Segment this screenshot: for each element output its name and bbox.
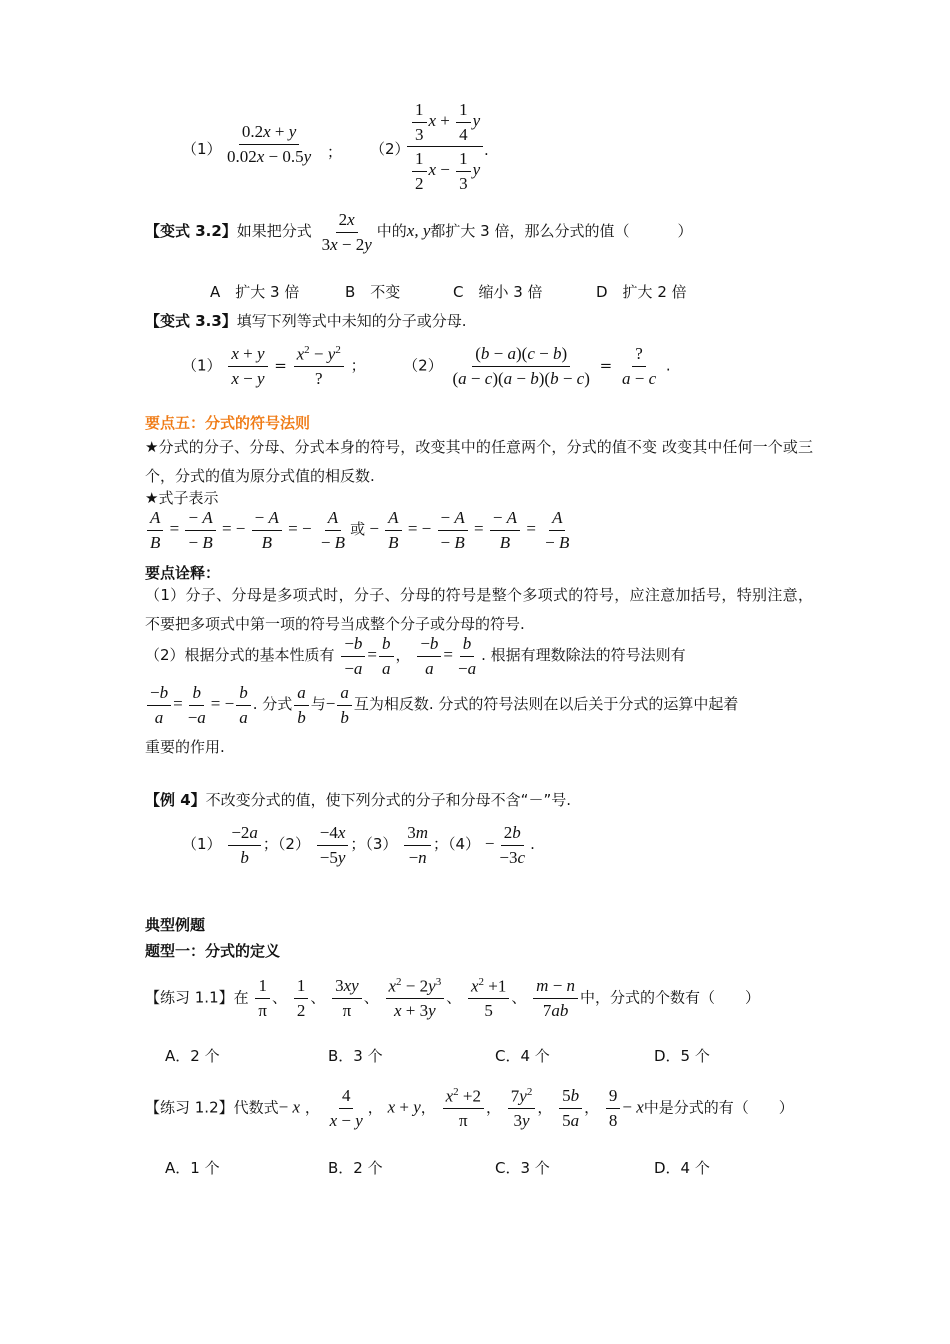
item-number: ；（4） bbox=[433, 835, 481, 854]
variant-label: 【变式 3.2】 bbox=[145, 222, 237, 241]
separator: ， bbox=[584, 1098, 600, 1117]
option-a: A．1 个 bbox=[165, 1159, 220, 1177]
question-text: 都扩大 3 倍，那么分式的值（ bbox=[430, 222, 630, 241]
question-text: 填写下列等式中未知的分子或分母. bbox=[236, 312, 467, 330]
separator: 、 bbox=[446, 988, 462, 1007]
answer-blank: ） bbox=[677, 222, 693, 241]
item-number: ；（3） bbox=[350, 835, 398, 854]
variables: x, y bbox=[406, 221, 431, 241]
question-text: 不改变分式的值，使下列分式的分子和分母不含“－”号. bbox=[205, 791, 571, 809]
separator: ； bbox=[327, 143, 343, 161]
question-text: 中，分式的个数有（ ） bbox=[580, 988, 761, 1007]
option-a: A 扩大 3 倍 bbox=[210, 283, 300, 301]
separator: ， bbox=[304, 1098, 320, 1117]
question-text: 代数式 bbox=[233, 1098, 279, 1117]
separator: 、 bbox=[272, 988, 288, 1007]
option-b: B．3 个 bbox=[328, 1047, 383, 1065]
sign-rule-formula: $\frac{A}{B}$ = $\frac{- A}{- B}$ = − $\frac{- A}{B}$ = − $\frac{A}{- B}$ 或 − $\frac{A}{B}$ = − $\frac{- A}{- B}$ = $\frac{- A}{B}$ = $\frac{A}{- B}$ bbox=[145, 508, 574, 552]
option-b: B．2 个 bbox=[328, 1159, 383, 1177]
separator: ， bbox=[420, 1098, 436, 1117]
practice-label: 【练习 1.1】 bbox=[145, 988, 234, 1007]
separator: ， bbox=[485, 1098, 501, 1117]
example-4-items: （1） $\frac{-2a}{b}$ ；（2） $\frac{-4x}{-5y}$ ；（3） $\frac{3m}{-n}$ ；（4） − $\frac{2b}{-3c}$ . bbox=[182, 823, 535, 867]
practice-label: 【练习 1.2】 bbox=[145, 1098, 234, 1117]
option-c: C．3 个 bbox=[495, 1159, 550, 1177]
separator: ， bbox=[537, 1098, 553, 1117]
variant-3-2: 【变式 3.2】如果把分式 $\frac{2x}{3x - 2y}$ 中的x, y都扩大 3 倍，那么分式的值（ ） bbox=[145, 210, 693, 254]
item-number: （2） bbox=[403, 356, 443, 375]
question-text: 中的 bbox=[376, 222, 407, 241]
item-number: （1） bbox=[182, 356, 222, 375]
period: . bbox=[530, 835, 535, 854]
practice-1-1: 【练习 1.1】在 $\frac{1}{\pi}$ 、 $\frac{1}{2}$ 、 $\frac{3xy}{\pi}$ 、 $\frac{x^2 - 2y^3}{x + 3y}$ 、 $\frac{x^2 +1}{5}$ 、 $\frac{m - n}{7ab}$ 中，分式的个数有（ ） bbox=[145, 976, 761, 1021]
question-text: 中是分式的有（ ） bbox=[643, 1098, 794, 1117]
item-number: （1） bbox=[182, 835, 222, 854]
note-text: . 分式 bbox=[252, 695, 293, 714]
note-text: ， bbox=[395, 646, 411, 665]
separator: 、 bbox=[511, 988, 527, 1007]
example-label: 【例 4】 bbox=[145, 791, 206, 809]
separator: 、 bbox=[310, 988, 326, 1007]
option-c: C．4 个 bbox=[495, 1047, 550, 1065]
option-c: C 缩小 3 倍 bbox=[453, 283, 543, 301]
option-d: D．4 个 bbox=[654, 1159, 710, 1177]
variant-label: 【变式 3.3】 bbox=[145, 312, 237, 330]
option-d: D．5 个 bbox=[654, 1047, 710, 1065]
rule-text: ★分式的分子、分母、分式本身的符号，改变其中的任意两个，分式的值不变 改变其中任何一个或三个，分式的值为原分式值的相反数. bbox=[145, 438, 813, 485]
note-2-line2: $\frac{-b}{a}$ = $\frac{b}{-a}$ = − $\frac{b}{a}$ . 分式 $\frac{a}{b}$ 与− $\frac{a}{b}$ 互为相反数. 分式的符号法则在以后关于分式的运算中起着 bbox=[145, 683, 738, 727]
example-4 bbox=[145, 789, 571, 810]
separator: ； bbox=[350, 356, 366, 375]
question-text: 在 bbox=[233, 988, 249, 1007]
note-text: . 根据有理数除法的符号法则有 bbox=[481, 646, 686, 665]
question-text: 如果把分式 bbox=[236, 222, 312, 241]
typical-title: 典型例题 bbox=[145, 916, 206, 934]
option-a: A．2 个 bbox=[165, 1047, 220, 1065]
option-b: B 不变 bbox=[345, 283, 401, 301]
type-1-title: 题型一：分式的定义 bbox=[145, 942, 281, 960]
separator: ， bbox=[367, 1098, 383, 1117]
period: . bbox=[665, 356, 671, 375]
item-number: （2） bbox=[370, 140, 410, 158]
note-2-line1: （2）根据分式的基本性质有 $\frac{-b}{-a}$ = $\frac{b}{a}$ ， $\frac{-b}{a}$ = $\frac{b}{-a}$ . 根据有理数除法的符号法则有 bbox=[145, 634, 686, 678]
note-text: （2）根据分式的基本性质有 bbox=[145, 646, 335, 665]
variant-3-3 bbox=[145, 310, 467, 331]
separator: 、 bbox=[363, 988, 379, 1007]
fraction-expression: $\frac{0.2x + y}{0.02x - 0.5y}$ bbox=[227, 122, 312, 166]
practice-1-2: 【练习 1.2】代数式− x ， $\frac{4}{x - y}$ ， x + y， $\frac{x^2 +2}{\pi}$ ， $\frac{7y^2}{3y}$ ， $\frac{5b}{5a}$ ， $\frac{9}{8}$ − x中是分式的有（ ） bbox=[145, 1086, 794, 1131]
section-title: 要点五：分式的符号法则 bbox=[145, 414, 311, 432]
compound-fraction: $\frac{1}{3}$ x + $\frac{1}{4}$ y $\frac{1}{2}$ x − $\frac{1}{3}$ y bbox=[405, 100, 485, 193]
formula-label: ★式子表示 bbox=[145, 489, 219, 507]
note-1: （1）分子、分母是多项式时，分子、分母的符号是整个多项式的符号，应注意加括号，特别注意，不要把多项式中第一项的符号当成整个分子或分母的符号. bbox=[145, 586, 813, 633]
note-title: 要点诠释： bbox=[145, 564, 221, 582]
or-text: 或 bbox=[350, 519, 366, 538]
variant-3-3-equations: （1） $\frac{x + y}{x - y}$ = $\frac{x^2 - y^2}{?}$ ； （2） $\frac{(b - a)(c - b)}{(a - c)(a - b)(b - c)}$ = $\frac{?}{a - c}$ . bbox=[182, 344, 671, 389]
note-2-line3: 重要的作用. bbox=[145, 738, 225, 756]
option-d: D 扩大 2 倍 bbox=[596, 283, 687, 301]
item-number: ；（2） bbox=[262, 835, 310, 854]
item-number: （1） bbox=[182, 140, 222, 158]
period: . bbox=[484, 141, 489, 159]
note-text: 互为相反数. 分式的符号法则在以后关于分式的运算中起着 bbox=[353, 695, 739, 714]
note-text: 与 bbox=[310, 695, 326, 714]
